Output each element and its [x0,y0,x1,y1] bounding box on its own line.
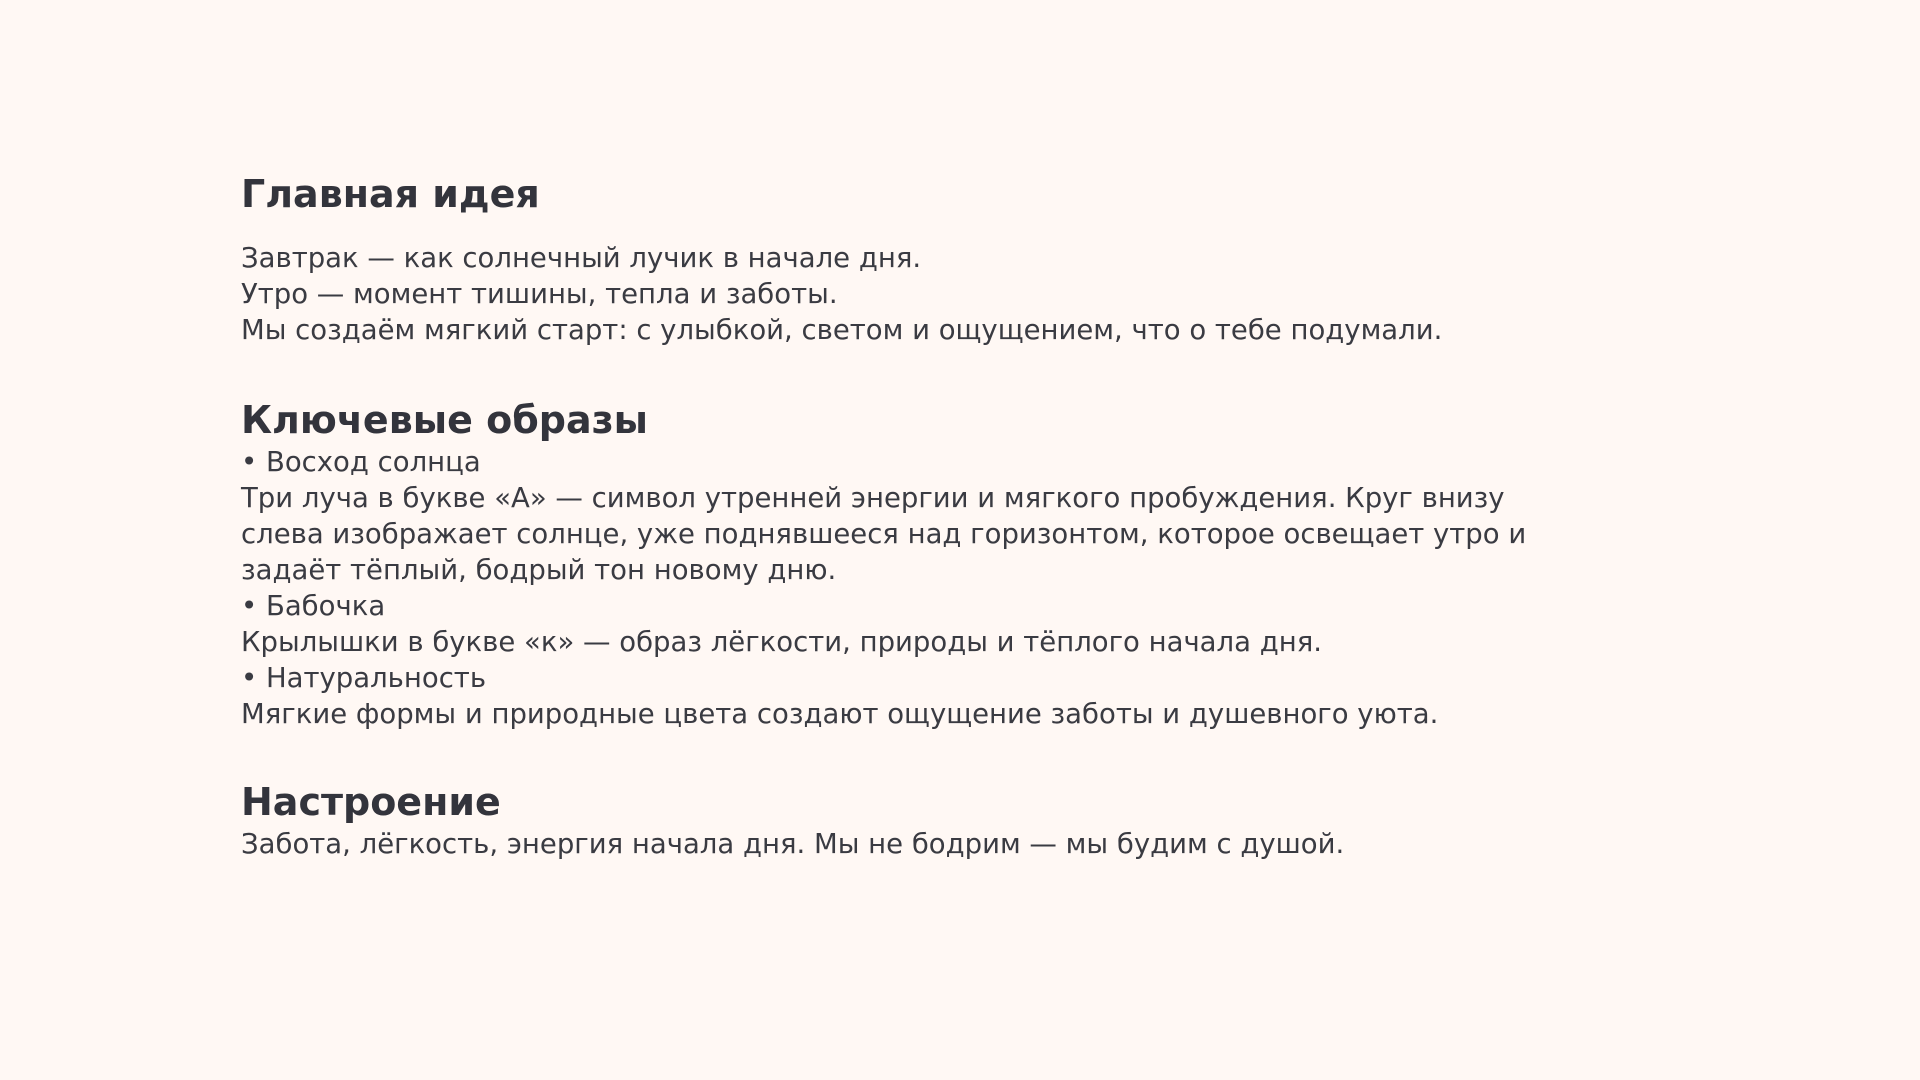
main-idea-line-2: Утро — момент тишины, тепла и заботы. [241,278,838,310]
key-image-butterfly-desc: Крылышки в букве «к» — образ лёгкости, природы и тёплого начала дня. [241,626,1322,658]
main-idea-line-1: Завтрак — как солнечный лучик в начале дня. [241,242,922,274]
main-idea-line-3: Мы создаём мягкий старт: с улыбкой, светом и ощущением, что о тебе подумали. [241,314,1443,346]
main-idea-section [241,170,1681,348]
key-image-naturalness-title: • Натуральность [241,660,1681,696]
mood-section [241,778,1681,862]
key-image-sunrise-title: • Восход солнца [241,444,1681,480]
key-image-sunrise-desc-3: задаёт тёплый, бодрый тон новому дню. [241,554,837,586]
slide-content [241,170,1681,862]
main-idea-heading: Главная идея [241,172,540,216]
key-images-heading: Ключевые образы [241,398,649,442]
key-images-section [241,396,1681,732]
key-image-sunrise-desc-2: слева изображает солнце, уже поднявшееся над горизонтом, которое освещает утро и [241,518,1527,550]
key-image-naturalness-desc: Мягкие формы и природные цвета создают ощущение заботы и душевного уюта. [241,698,1439,730]
key-image-butterfly-title: • Бабочка [241,588,1681,624]
key-image-sunrise-desc-1: Три луча в букве «А» — символ утренней энергии и мягкого пробуждения. Круг внизу [241,482,1505,514]
mood-text: Забота, лёгкость, энергия начала дня. Мы не бодрим — мы будим с душой. [241,828,1345,860]
mood-heading: Настроение [241,780,501,824]
